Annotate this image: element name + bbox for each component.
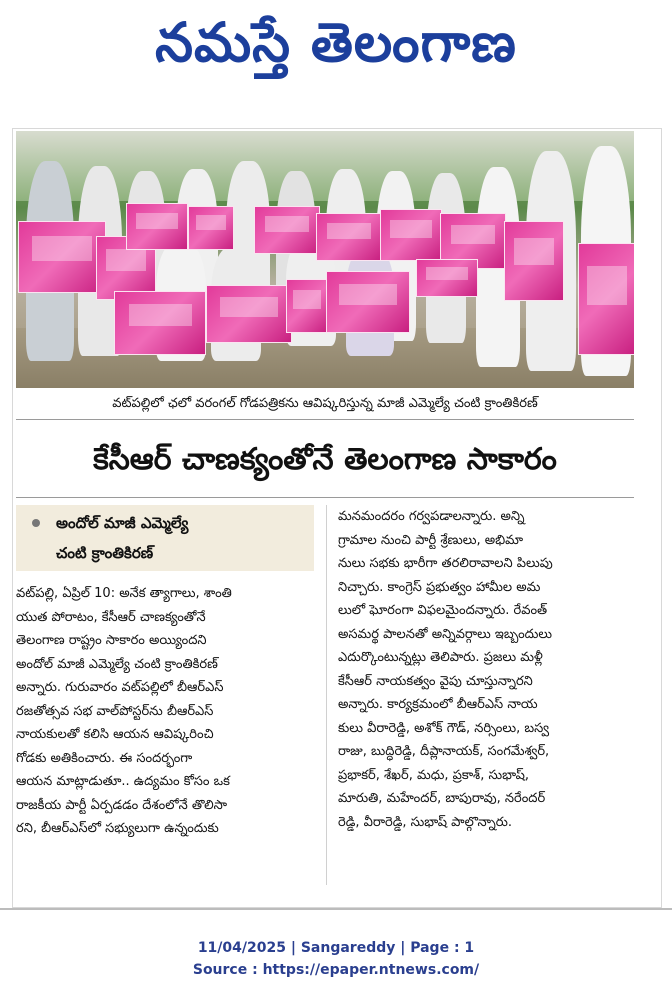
article-line: గ్రామాల నుంచి పార్టీ శ్రేణులు, అభిమా — [338, 532, 524, 548]
news-photo — [16, 131, 634, 388]
footer-divider — [0, 908, 672, 910]
bullet-icon — [32, 519, 40, 527]
article-line: నిచ్చారు. కాంగ్రెస్ ప్రభుత్వం హామీల అమ — [338, 579, 541, 595]
article-line: అసమర్థ పాలనతో అన్నివర్గాలు ఇబ్బందులు — [338, 626, 553, 642]
article-line: కులు వీరారెడ్డి, అశోక్ గౌడ్, నర్సింలు, బస్వ — [338, 720, 550, 736]
highlight-line-2: చంటి క్రాంతికిరణ్ — [56, 544, 154, 562]
article-line: మనమందరం గర్వపడాలన్నారు. అన్ని — [338, 509, 525, 524]
article-line: కేసీఆర్ నాయకత్వం వైపు చూస్తున్నారని — [338, 673, 533, 689]
article-headline: కేసీఆర్ చాణక్యంతోనే తెలంగాణ సాకారం — [93, 442, 557, 477]
footer-date-edition-page: 11/04/2025 | Sangareddy | Page : 1 — [197, 940, 475, 956]
article-line: అన్నారు. కార్యక్రమంలో బీఆర్‌ఎస్ నాయ — [338, 697, 538, 712]
article-line: రజతోత్సవ సభ వాల్‌పోస్టర్‌ను బీఆర్‌ఎస్ — [16, 703, 214, 719]
article-column-right — [338, 505, 634, 834]
article-line: నులు సభకు భారీగా తరలిరావాలని పిలుపు — [338, 556, 553, 571]
article-line: ఆయన మాట్లాడుతూ.. ఉద్యమం కోసం ఒక — [16, 774, 230, 789]
article-column-left — [16, 582, 316, 841]
article-line: ప్రభాకర్, శేఖర్, మధు, ప్రకాశ్, సుభాష్, — [338, 767, 530, 783]
column-divider — [326, 505, 327, 885]
article-line: అన్నారు. గురువారం వట్‌పల్లిలో బీఆర్‌ఎస్ — [16, 680, 224, 695]
highlight-line-1: అందోల్ మాజీ ఎమ్మెల్యే — [56, 514, 189, 532]
article-line: మారుతి, మహేందర్, బాపురావు, నరేందర్ — [338, 791, 546, 806]
highlight-box — [16, 505, 314, 571]
footer-source-link[interactable]: Source : https://epaper.ntnews.com/ — [192, 962, 480, 978]
article-line: అందోల్ మాజీ ఎమ్మెల్యే చంటి క్రాంతికిరణ్ — [16, 656, 218, 672]
article-line: రెడ్డి, వీరారెడ్డి, సుభాష్ పాల్గొన్నారు. — [338, 814, 513, 830]
masthead — [0, 0, 672, 100]
article-line: వట్‌పల్లి, ఏప్రిల్ 10: అనేక త్యాగాలు, శాంతి — [16, 586, 232, 601]
headline-divider — [16, 497, 634, 498]
article-line: గోడకు అతికించారు. ఈ సందర్భంగా — [16, 750, 193, 766]
newspaper-title: నమస్తే తెలంగాణ — [155, 11, 517, 74]
article-line: ఎదుర్కొంటున్నట్లు తెలిపారు. ప్రజలు మళ్లీ — [338, 650, 543, 665]
caption-divider — [16, 419, 634, 420]
article-line: నాయకులతో కలిసి ఆయన ఆవిష్కరించి — [16, 727, 214, 742]
article-line: రని, బీఆర్‌ఎస్‌లో సభ్యులుగా ఉన్నందుకు — [16, 821, 219, 836]
article-line: లులో ఘోరంగా విఫలమైందన్నారు. రేవంత్ — [338, 603, 548, 618]
article-line: రాజకీయ పార్టీ ఏర్పడడం దేశంలోనే తొలిసా — [16, 797, 228, 813]
article-line: తెలంగాణ రాష్ట్రం సాకారం అయ్యిందని — [16, 633, 207, 648]
photo-caption: వట్‌పల్లిలో ఛలో వరంగల్ గోడపత్రికను ఆవిష్కరిస్తున్న మాజీ ఎమ్మెల్యే చంటి క్రాంతికిరణ్ — [112, 396, 538, 411]
article-line: యుత పోరాటం, కేసీఆర్ చాణక్యంతోనే — [16, 609, 206, 625]
article-line: రాజు, బుద్ధిరెడ్డి, దీప్లానాయక్, సంగమేశ్వర్, — [338, 744, 550, 759]
